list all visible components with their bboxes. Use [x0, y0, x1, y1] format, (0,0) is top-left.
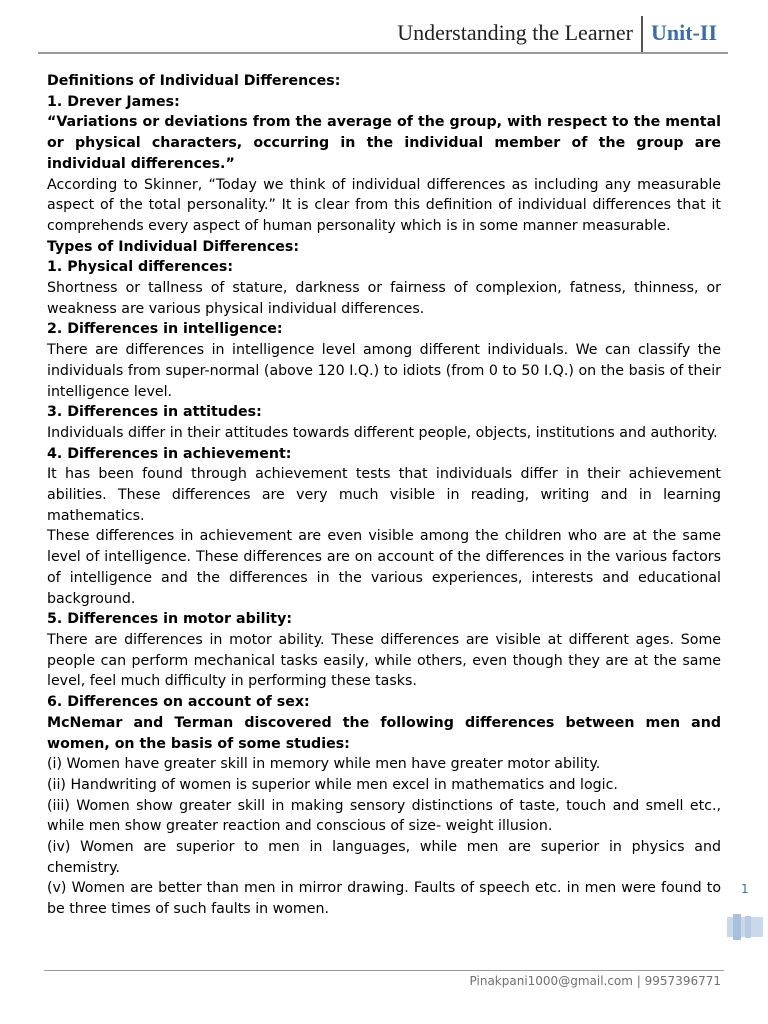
header-title: Understanding the Learner [397, 20, 633, 45]
page-number: 1 [741, 882, 749, 896]
header-divider [641, 16, 643, 52]
sex-item: (v) Women are better than men in mirror drawing. Faults of speech etc. in men were found to be three times of such faults in women. [47, 880, 721, 918]
physical-heading: 1. Physical differences: [47, 259, 234, 276]
sex-intro: McNemar and Terman discovered the following differences between men and women, on the basis of some studies: [47, 714, 721, 752]
sex-heading: 6. Differences on account of sex: [47, 694, 310, 711]
drever-heading: 1. Drever James: [47, 93, 180, 110]
sex-item: (iii) Women show greater skill in making sensory distinctions of taste, touch and smell etc., while men show greater reaction and conscious of size- weight illusion. [47, 797, 721, 835]
sex-item: (iv) Women are superior to men in languages, while men are superior in physics and chemistry. [47, 839, 721, 876]
achievement-paragraph-2: These differences in achievement are even visible among the children who are at the same level of intelligence. These differences are on account of the differences in the various factors of intelligence and the differences in the various experiences, interests and educational background. [47, 528, 721, 607]
intelligence-paragraph: There are differences in intelligence level among different individuals. We can classify the individuals from super-normal (above 120 I.Q.) to idiots (from 0 to 50 I.Q.) on the basis of their intelligence level. [47, 342, 721, 400]
types-heading: Types of Individual Differences: [47, 238, 300, 255]
document-body [47, 71, 721, 920]
achievement-paragraph-1: It has been found through achievement tests that individuals differ in their achievement abilities. These differences are very much visible in reading, writing and in learning mathematics. [47, 466, 721, 524]
header-unit-label: Unit-II [651, 20, 718, 45]
attitudes-heading: 3. Differences in attitudes: [47, 404, 262, 421]
drever-quote: “Variations or deviations from the average of the group, with respect to the mental or physical characters, occurring in the individual member of the group are individual differences.” [47, 114, 721, 172]
physical-paragraph: Shortness or tallness of stature, darkness or fairness of complexion, fatness, thinness, or weakness are various physical individual differences. [47, 280, 721, 317]
motor-paragraph: There are differences in motor ability. These differences are visible at different ages. Some people can perform mechanical tasks easily, while others, even though they are at the same level, feel much difficulty in performing these tasks. [47, 631, 721, 690]
header-rule [38, 52, 728, 54]
sex-item: (i) Women have greater skill in memory while men have greater motor ability. [47, 756, 601, 773]
footer-contact: Pinakpani1000@gmail.com | 9957396771 [469, 974, 721, 988]
achievement-heading: 4. Differences in achievement: [47, 445, 292, 462]
motor-heading: 5. Differences in motor ability: [47, 611, 293, 628]
attitudes-paragraph: Individuals differ in their attitudes towards different people, objects, institutions and authority. [47, 424, 718, 441]
definitions-heading: Definitions of Individual Differences: [47, 73, 341, 89]
sex-item: (ii) Handwriting of women is superior while men excel in mathematics and logic. [47, 776, 618, 793]
skinner-paragraph: According to Skinner, “Today we think of individual differences as including any measurable aspect of the total personality.” It is clear from this definition of individual differences that it comprehends every aspect of human personality which is in some manner measurable. [47, 176, 721, 234]
footer-rule [44, 970, 724, 971]
page-header [0, 0, 768, 60]
intelligence-heading: 2. Differences in intelligence: [47, 321, 283, 338]
page-tab-decoration-icon [727, 914, 763, 940]
